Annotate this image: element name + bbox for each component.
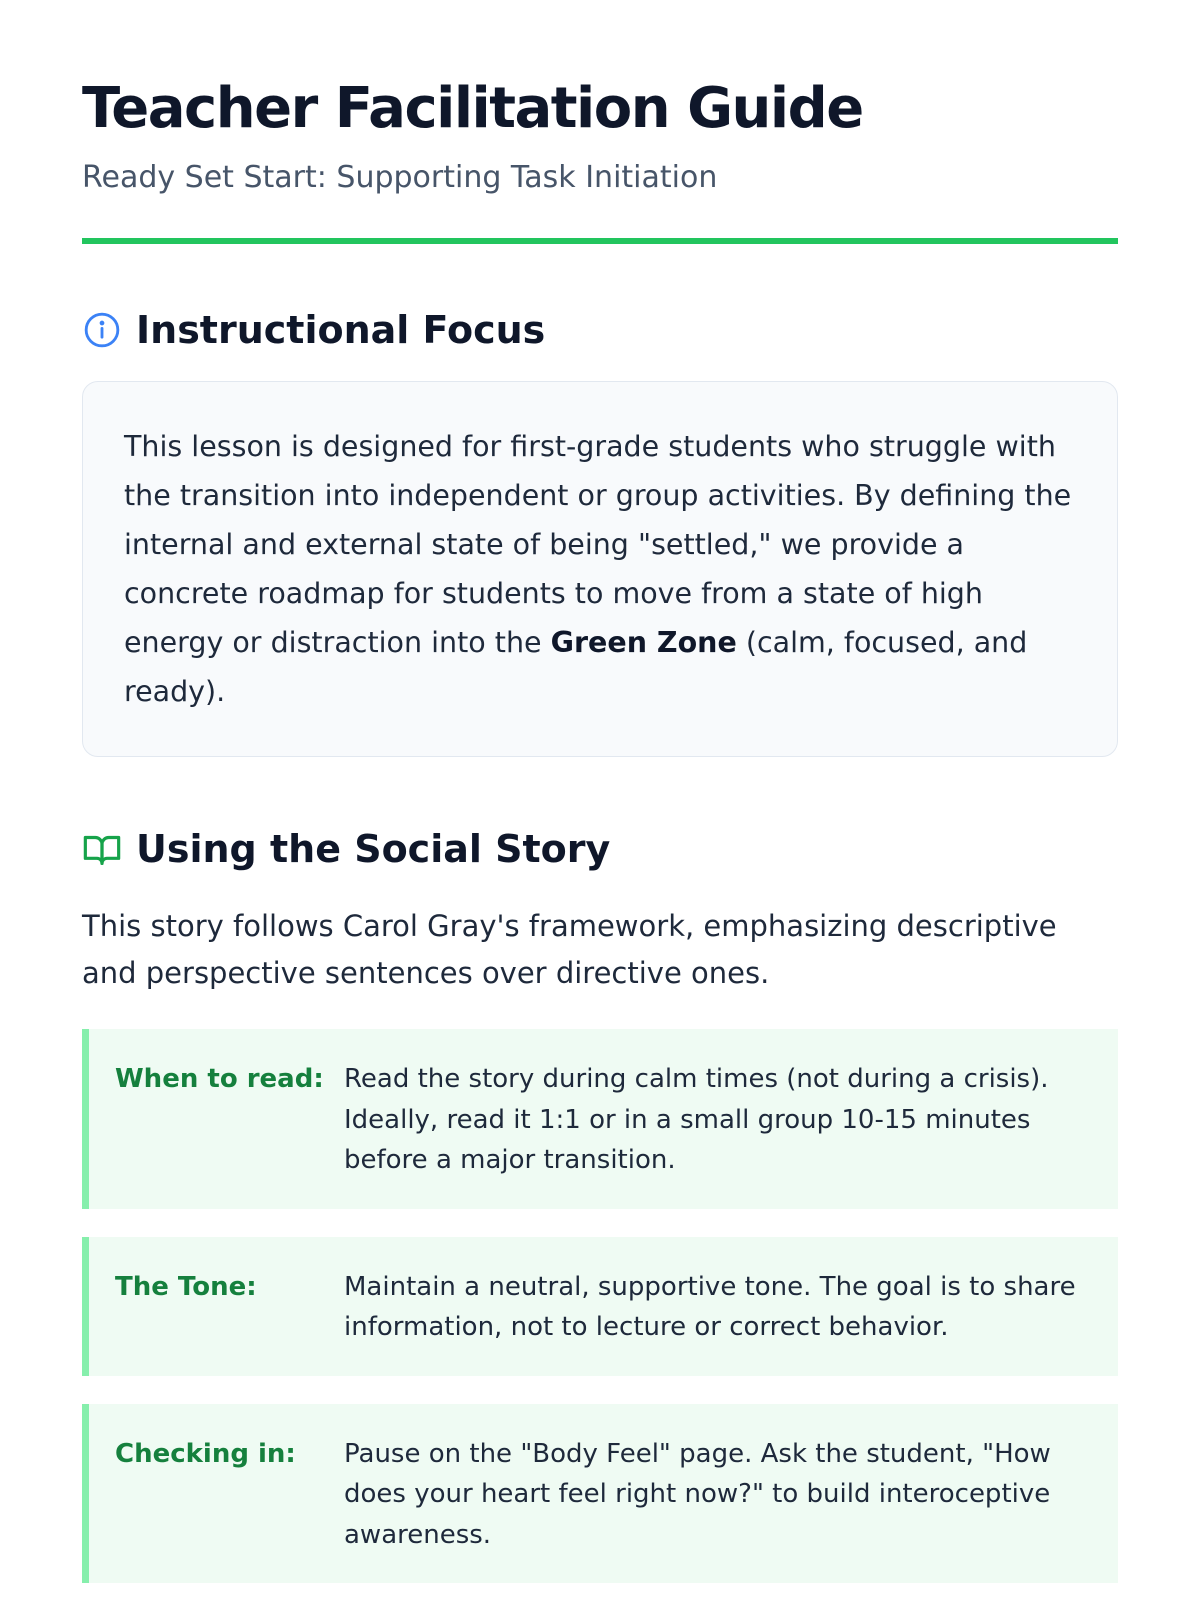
- story-intro: This story follows Carol Gray's framework, emphasizing descriptive and perspective sentences over directive ones.: [82, 909, 1057, 991]
- tip-checking-in: [82, 1404, 1118, 1584]
- focus-text: This lesson is designed for first-grade students who struggle with the transition into independent or group activities. By defining the internal and external state of being "settled," we provide a concrete roadmap for students to move from a state of high energy or distraction into the: [124, 430, 1072, 660]
- page-subtitle: Ready Set Start: Supporting Task Initiation: [82, 159, 718, 195]
- tips-list: [82, 1029, 1118, 1583]
- tip-label: The Tone:: [115, 1271, 257, 1302]
- tip-text: Pause on the "Body Feel" page. Ask the student, "How does your heart feel right now?" to build interoceptive awareness.: [344, 1438, 1051, 1550]
- social-story-heading: [82, 829, 1118, 871]
- focus-text-end: (calm, focused, and ready).: [124, 626, 1028, 709]
- green-zone-emphasis: Green Zone: [550, 626, 737, 660]
- instructional-focus-heading: [82, 307, 1118, 352]
- info-circle-icon: [82, 310, 122, 350]
- tip-text: Read the story during calm times (not during a crisis). Ideally, read it 1:1 or in a small group 10-15 minutes before a major transition.: [344, 1064, 1049, 1176]
- tip-label: When to read:: [115, 1064, 324, 1095]
- section-title: Instructional Focus: [136, 307, 546, 352]
- tip-text: Maintain a neutral, supportive tone. The goal is to share information, not to lecture or correct behavior.: [344, 1271, 1076, 1343]
- header-divider: [82, 238, 1118, 244]
- tip-when-to-read: [82, 1029, 1118, 1209]
- tip-tone: [82, 1237, 1118, 1376]
- page-title: Teacher Facilitation Guide: [82, 76, 863, 141]
- open-book-icon: [82, 830, 122, 870]
- section-title: Using the Social Story: [136, 827, 611, 872]
- focus-callout: [82, 381, 1118, 757]
- tip-label: Checking in:: [115, 1438, 296, 1469]
